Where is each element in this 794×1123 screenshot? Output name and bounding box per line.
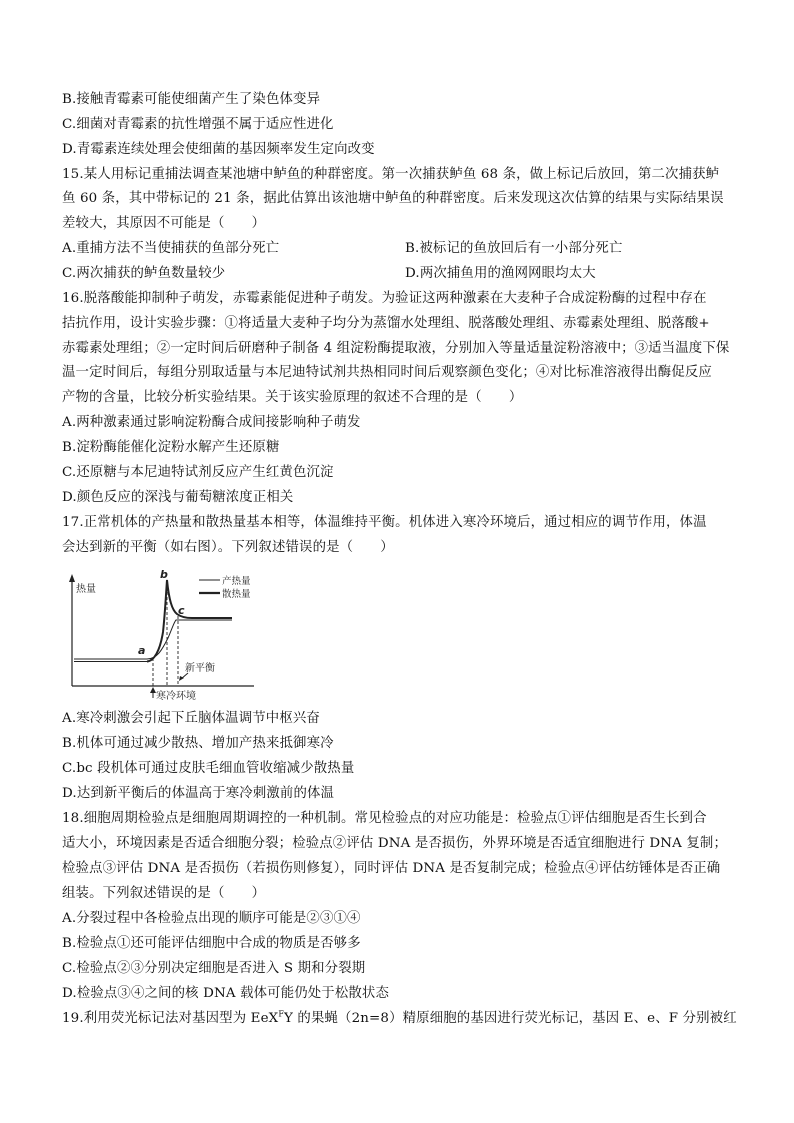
q19-text-before: 19.利用荧光标记法对基因型为 EeX — [62, 1011, 279, 1026]
q19-stem-line-1 — [62, 1010, 738, 1028]
q15-stem-line-3: 差较大，其原因不可能是（ ） — [62, 216, 266, 231]
y-axis-label: 热量 — [76, 584, 96, 595]
q16-stem-line-4: 温一定时间后，每组分别取适量与本尼迪特试剂共热相同时间后观察颜色变化；④对比标准溶液得出酶促反应 — [62, 365, 712, 380]
q17-option-a: A.寒冷刺激会引起下丘脑体温调节中枢兴奋 — [62, 711, 320, 726]
q16-stem-line-2: 拮抗作用，设计实验步骤：①将适量大麦种子均分为蒸馏水处理组、脱落酸处理组、赤霉素处理组、脱落酸+ — [62, 316, 710, 331]
q16-option-d: D.颜色反应的深浅与葡萄糖浓度正相关 — [62, 490, 294, 505]
q15-option-a: A.重捕方法不当使捕获的鱼部分死亡 — [62, 241, 280, 256]
q15-stem-line-1: 15.某人用标记重捕法调查某池塘中鲈鱼的种群密度。第一次捕获鲈鱼 68 条，做上标记后放回，第二次捕获鲈 — [62, 167, 720, 182]
q14-option-c: C.细菌对青霉素的抗性增强不属于适应性进化 — [62, 117, 334, 132]
q18-option-b: B.检验点①还可能评估细胞中合成的物质是否够多 — [62, 936, 361, 951]
q15-options-row-2 — [62, 265, 738, 283]
q14-option-d: D.青霉素连续处理会使细菌的基因频率发生定向改变 — [62, 142, 375, 157]
body-heat-balance-figure — [62, 566, 262, 704]
q18-stem-line-4: 组装。下列叙述错误的是（ ） — [62, 886, 266, 901]
q17-option-b: B.机体可通过减少散热、增加产热来抵御寒冷 — [62, 736, 334, 751]
q18-stem-line-1: 18.细胞周期检验点是细胞周期调控的一种机制。常见检验点的对应功能是：检验点①评估细胞是否生长到合 — [62, 811, 707, 826]
q17-stem-line-1: 17.正常机体的产热量和散热量基本相等，体温维持平衡。机体进入寒冷环境后，通过相应的调节作用，体温 — [62, 515, 707, 530]
q15-stem-line-2: 鱼 60 条，其中带标记的 21 条，据此估算出该池塘中鲈鱼的种群密度。后来发现这次估算的结果与实际结果误 — [62, 191, 724, 206]
q18-option-d: D.检验点③④之间的核 DNA 载体可能仍处于松散状态 — [62, 986, 390, 1001]
q15-option-c: C.两次捕获的鲈鱼数量较少 — [62, 266, 226, 281]
q19-text-after: Y 的果蝇（2n=8）精原细胞的基因进行荧光标记，基因 E、e、F 分别被红 — [284, 1011, 737, 1026]
q16-stem-line-5: 产物的含量，比较分析实验结果。关于该实验原理的叙述不合理的是（ ） — [62, 390, 523, 405]
q15-options-row-1 — [62, 240, 738, 258]
q16-stem-line-1: 16.脱落酸能抑制种子萌发，赤霉素能促进种子萌发。为验证这两种激素在大麦种子合成淀粉酶的过程中存在 — [62, 291, 707, 306]
point-c-label: c — [178, 604, 185, 617]
point-b-label: b — [160, 568, 168, 581]
q16-stem-line-3: 赤霉素处理组；②一定时间后研磨种子制备 4 组淀粉酶提取液，分别加入等量适量淀粉溶液中；③适当温度下保 — [62, 341, 730, 356]
q17-option-c: C.bc 段机体可通过皮肤毛细血管收缩减少散热量 — [62, 761, 355, 776]
legend-dissipation: 散热量 — [222, 589, 251, 600]
q17-stem-line-2: 会达到新的平衡（如右图）。下列叙述错误的是（ ） — [62, 540, 394, 555]
point-a-label: a — [138, 644, 146, 657]
q14-option-b: B.接触青霉素可能使细菌产生了染色体变异 — [62, 92, 321, 107]
q18-stem-line-3: 检验点③评估 DNA 是否损伤（若损伤则修复），同时评估 DNA 是否复制完成；检验点④评估纺锤体是否正确 — [62, 861, 721, 876]
q16-option-c: C.还原糖与本尼迪特试剂反应产生红黄色沉淀 — [62, 465, 334, 480]
q18-stem-line-2: 适大小，环境因素是否适合细胞分裂；检验点②评估 DNA 是否损伤，外界环境是否适宜细胞进行 DNA 复制； — [62, 836, 728, 851]
q15-option-b: B.被标记的鱼放回后有一小部分死亡 — [405, 241, 623, 256]
q18-option-c: C.检验点②③分别决定细胞是否进入 S 期和分裂期 — [62, 961, 366, 976]
q17-option-d: D.达到新平衡后的体温高于寒冷刺激前的体温 — [62, 786, 335, 801]
q15-option-d: D.两次捕鱼用的渔网网眼均太大 — [405, 266, 596, 281]
production-curve — [147, 620, 232, 659]
y-axis-arrow — [69, 574, 75, 582]
cold-env-label: 寒冷环境 — [156, 691, 196, 702]
q16-option-b: B.淀粉酶能催化淀粉水解产生还原糖 — [62, 440, 280, 455]
q18-option-a: A.分裂过程中各检验点出现的顺序可能是②③①④ — [62, 911, 361, 926]
q16-option-a: A.两种激素通过影响淀粉酶合成间接影响种子萌发 — [62, 415, 361, 430]
new-balance-label: 新平衡 — [185, 663, 215, 674]
q19-superscript: F — [278, 1009, 285, 1019]
legend-production: 产热量 — [222, 576, 251, 587]
